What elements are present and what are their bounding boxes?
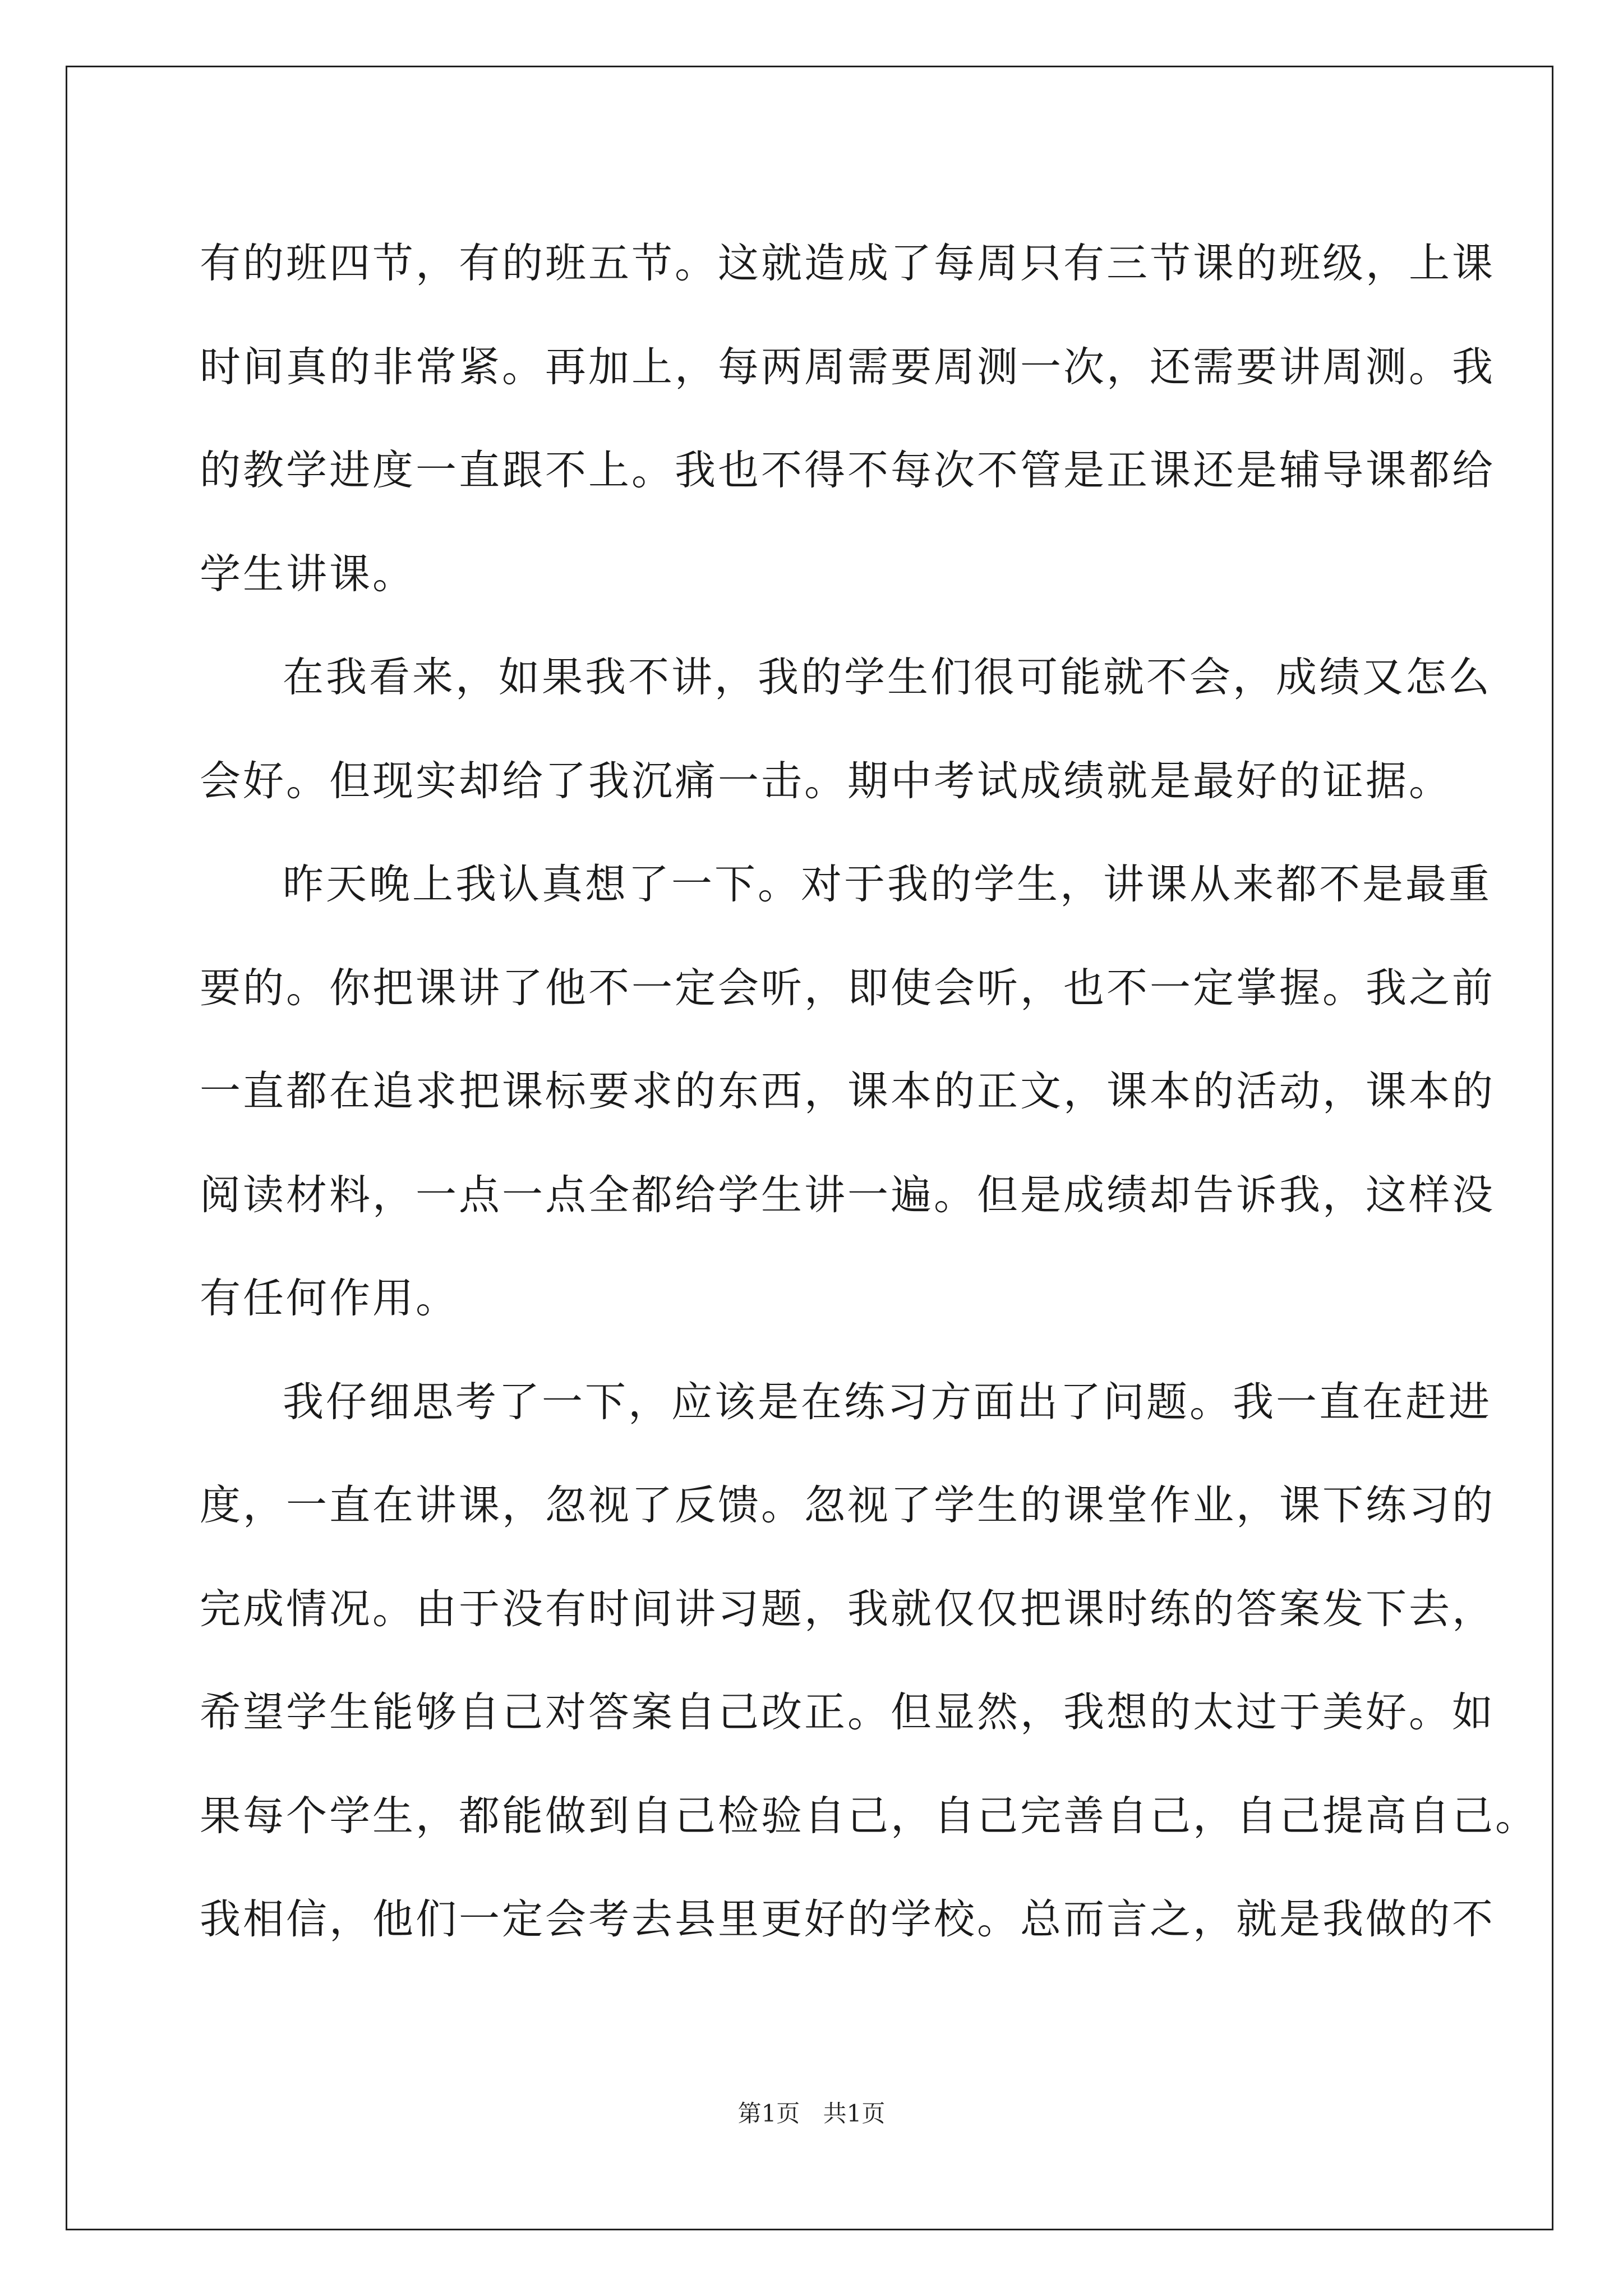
text-line: 一直都在追求把课标要求的东西，课本的正文，课本的活动，课本的 [200,1068,1495,1115]
text-line: 果每个学生，都能做到自己检验自己，自己完善自己，自己提高自己。 [200,1792,1538,1840]
text-line: 我相信，他们一定会考去县里更好的学校。总而言之，就是我做的不 [200,1895,1495,1943]
text-line: 我仔细思考了一下，应该是在练习方面出了问题。我一直在赶进 [283,1378,1492,1426]
page-footer [0,2095,1623,2129]
text-line: 昨天晚上我认真想了一下。对于我的学生，讲课从来都不是最重 [283,861,1492,908]
document-body [200,212,1538,1972]
text-line: 希望学生能够自己对答案自己改正。但显然，我想的太过于美好。如 [200,1688,1495,1736]
text-line: 时间真的非常紧。再加上，每两周需要周测一次，还需要讲周测。我 [200,343,1495,391]
text-line: 有的班四节，有的班五节。这就造成了每周只有三节课的班级，上课 [200,240,1495,287]
text-line: 完成情况。由于没有时间讲习题，我就仅仅把课时练的答案发下去， [200,1585,1495,1633]
text-line: 会好。但现实却给了我沉痛一击。期中考试成绩就是最好的证据。 [200,757,1452,805]
page-number: 第1页 [737,2100,800,2127]
text-line: 度，一直在讲课，忽视了反馈。忽视了学生的课堂作业，课下练习的 [200,1481,1495,1529]
text-line: 要的。你把课讲了他不一定会听，即使会听，也不一定掌握。我之前 [200,964,1495,1012]
text-line: 在我看来，如果我不讲，我的学生们很可能就不会，成绩又怎么 [283,654,1492,701]
text-line: 学生讲课。 [200,550,416,598]
text-line: 阅读材料，一点一点全都给学生讲一遍。但是成绩却告诉我，这样没 [200,1171,1495,1219]
text-line: 有任何作用。 [200,1274,459,1322]
page-total: 共1页 [823,2100,886,2127]
text-line: 的教学进度一直跟不上。我也不得不每次不管是正课还是辅导课都给 [200,447,1495,494]
